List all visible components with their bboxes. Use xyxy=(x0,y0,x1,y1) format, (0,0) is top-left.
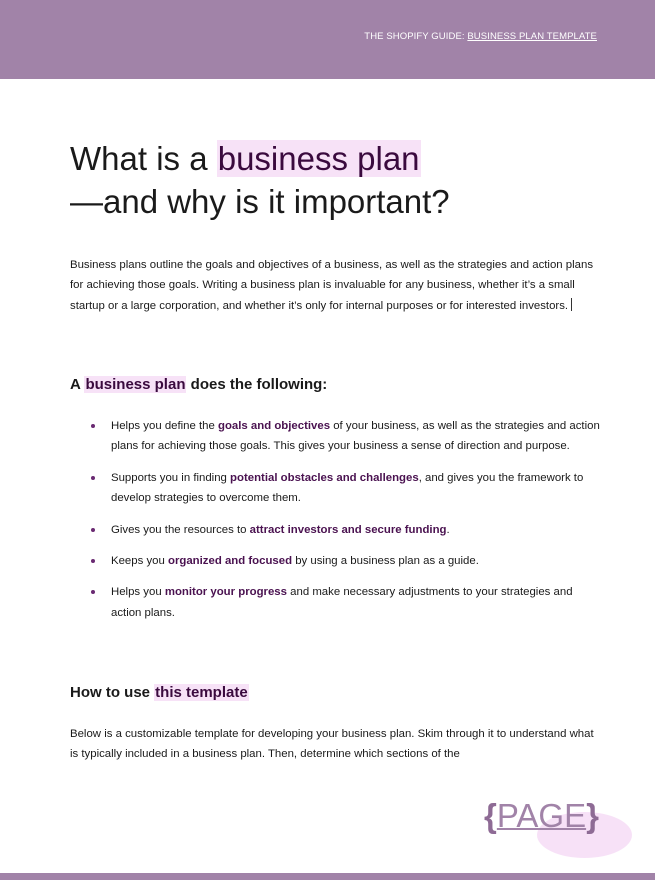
page-number-placeholder xyxy=(484,797,599,835)
bullet-text: and make necessary adjustments to your strategies and action plans. xyxy=(111,586,573,619)
list-item xyxy=(70,551,600,571)
purpose-bullet-list xyxy=(70,416,600,634)
usage-paragraph: Below is a customizable template for developing your business plan. Skim through it to understand what is typically included in a business plan. Then, determine which sections of the xyxy=(70,728,594,761)
list-item xyxy=(70,468,600,509)
bullet-text: by using a business plan as a guide. xyxy=(292,555,479,568)
header-prefix: THE SHOPIFY GUIDE: xyxy=(364,31,468,42)
section1-suffix: does the following: xyxy=(186,376,328,393)
bullet-text: of your business, as well as the strategies and action plans for achieving those goals. This gives your business a sense of direction and purpose. xyxy=(111,420,600,453)
bullet-text: Helps you define the xyxy=(111,420,219,432)
title-part2: —and why is it important? xyxy=(70,183,450,220)
section2-highlight: this template xyxy=(155,684,248,701)
section1-prefix: A xyxy=(70,376,85,393)
list-item xyxy=(70,582,600,623)
bullet-dot-icon xyxy=(91,424,95,428)
title-part1: What is a xyxy=(70,140,217,177)
close-brace: } xyxy=(586,797,599,834)
header-breadcrumb xyxy=(364,31,597,42)
open-brace: { xyxy=(484,797,497,834)
text-cursor xyxy=(571,298,572,311)
bullet-bold: potential obstacles and challenges xyxy=(230,471,419,484)
title-highlight: business plan xyxy=(217,140,420,177)
list-item xyxy=(70,416,600,457)
bullet-text: Supports you in finding xyxy=(111,471,231,484)
intro-paragraph xyxy=(70,255,598,316)
bullet-dot-icon xyxy=(91,476,95,480)
bullet-text: Keeps you xyxy=(111,555,168,568)
bullet-dot-icon xyxy=(91,590,95,594)
bullet-bold: attract investors and secure funding xyxy=(249,523,447,536)
intro-text: Business plans outline the goals and objectives of a business, as well as the strategies and action plans for achieving those goals. Writing a business plan is invaluable for any business, whether it’s a small startup or a large corporation, and whether it’s only for internal purposes or for interested investors. xyxy=(70,259,594,312)
footer-band xyxy=(0,873,655,880)
bullet-bold: goals and objectives xyxy=(218,420,331,432)
bullet-text: Gives you the resources to xyxy=(111,523,250,536)
section-heading-usage xyxy=(70,684,249,701)
bullet-text: . xyxy=(446,523,450,536)
bullet-bold: organized and focused xyxy=(168,555,293,568)
section-heading-purpose xyxy=(70,376,327,393)
section1-highlight: business plan xyxy=(85,376,186,393)
bullet-text: Helps you xyxy=(111,586,165,599)
page-title xyxy=(70,137,610,223)
bullet-dot-icon xyxy=(91,528,95,532)
bullet-text: , and gives you the framework to develop strategies to overcome them. xyxy=(111,471,584,505)
header-band xyxy=(0,0,655,79)
page-word: PAGE xyxy=(496,797,587,834)
bullet-dot-icon xyxy=(91,559,95,563)
bullet-bold: monitor your progress xyxy=(164,586,287,599)
list-item xyxy=(70,520,600,540)
section2-prefix: How to use xyxy=(70,684,155,701)
header-link[interactable]: BUSINESS PLAN TEMPLATE xyxy=(467,31,597,42)
